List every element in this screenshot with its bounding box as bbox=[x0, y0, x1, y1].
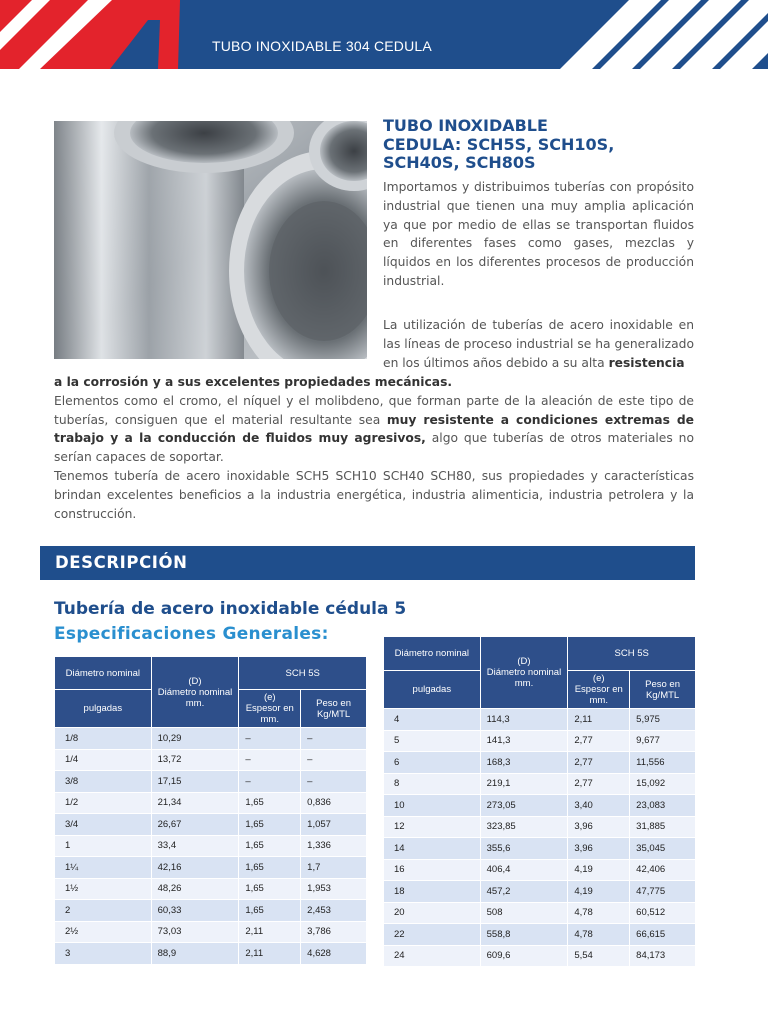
table-row bbox=[384, 752, 696, 774]
table-cell: – bbox=[301, 771, 367, 793]
table-cell: 31,885 bbox=[630, 816, 696, 838]
table-cell: 1/2 bbox=[55, 792, 152, 814]
table-cell: 2½ bbox=[55, 921, 152, 943]
table-title: Tubería de acero inoxidable cédula 5 bbox=[54, 599, 407, 619]
table-cell: – bbox=[239, 749, 301, 771]
table-row bbox=[384, 859, 696, 881]
table-cell: 1¼ bbox=[55, 857, 152, 879]
table-cell: 2,77 bbox=[568, 730, 630, 752]
table-cell: 66,615 bbox=[630, 924, 696, 946]
header-peso: Peso en Kg/MTL bbox=[301, 690, 367, 728]
table-cell: – bbox=[239, 728, 301, 750]
brand-stripes-graphic bbox=[0, 0, 768, 69]
table-cell: 457,2 bbox=[480, 881, 568, 903]
table-cell: 1,057 bbox=[301, 814, 367, 836]
header-diametro-text: Diámetro nominal mm. bbox=[486, 667, 562, 689]
table-cell: 558,8 bbox=[480, 924, 568, 946]
table-cell: 3,40 bbox=[568, 795, 630, 817]
table-cell: 3/8 bbox=[55, 771, 152, 793]
table-row bbox=[55, 771, 367, 793]
table-cell: 2,77 bbox=[568, 773, 630, 795]
table-cell: – bbox=[301, 749, 367, 771]
table-cell: 4 bbox=[384, 709, 481, 731]
table-cell: 3 bbox=[55, 943, 152, 965]
table-cell: 4,78 bbox=[568, 902, 630, 924]
table-cell: 2,77 bbox=[568, 752, 630, 774]
table-cell: 60,512 bbox=[630, 902, 696, 924]
table-cell: 3,786 bbox=[301, 921, 367, 943]
header-d: (D) bbox=[188, 675, 202, 687]
header-sch: SCH 5S bbox=[568, 637, 696, 671]
paragraph-elements-end: algo que tuberías de otros materiales no serían capaces de soportar. bbox=[54, 431, 694, 465]
table-cell: 3/4 bbox=[55, 814, 152, 836]
table-cell: 73,03 bbox=[151, 921, 239, 943]
table-cell: 48,26 bbox=[151, 878, 239, 900]
table-row bbox=[55, 792, 367, 814]
table-row bbox=[384, 924, 696, 946]
table-cell: 35,045 bbox=[630, 838, 696, 860]
paragraph-elements-text: Elementos como el cromo, el níquel y el molibdeno, que forman parte de la aleación de este tipo de tuberías, consiguen que el material resultante sea bbox=[54, 393, 694, 427]
table-row bbox=[384, 902, 696, 924]
table-row bbox=[384, 773, 696, 795]
table-row bbox=[384, 795, 696, 817]
paragraph-corrosion-bold: resistencia bbox=[608, 355, 685, 370]
table-cell: 1,953 bbox=[301, 878, 367, 900]
table-cell: 323,85 bbox=[480, 816, 568, 838]
header-d: (D) bbox=[517, 656, 531, 667]
table-row bbox=[55, 943, 367, 965]
table-cell: 1,65 bbox=[239, 835, 301, 857]
table-cell: 168,3 bbox=[480, 752, 568, 774]
table-cell: 15,092 bbox=[630, 773, 696, 795]
product-title-line3: SCH40S, SCH80S bbox=[383, 153, 536, 172]
header-title: TUBO INOXIDABLE 304 CEDULA bbox=[212, 38, 432, 54]
header-e: (e) bbox=[592, 673, 605, 684]
table-cell: 114,3 bbox=[480, 709, 568, 731]
table-cell: 3,96 bbox=[568, 838, 630, 860]
section-title: DESCRIPCIÓN bbox=[55, 553, 188, 572]
table-cell: 609,6 bbox=[480, 945, 568, 967]
table-cell: 1,65 bbox=[239, 792, 301, 814]
table-cell: 10,29 bbox=[151, 728, 239, 750]
table-subtitle: Especificaciones Generales: bbox=[54, 624, 329, 644]
spec-table-left bbox=[54, 656, 367, 965]
paragraph-body bbox=[54, 373, 694, 523]
table-cell: 5,975 bbox=[630, 709, 696, 731]
table-row bbox=[55, 835, 367, 857]
header-espesor bbox=[568, 671, 630, 709]
table-cell: 42,16 bbox=[151, 857, 239, 879]
table-cell: 12 bbox=[384, 816, 481, 838]
paragraph-elements-bold: muy resistente a condiciones extremas de trabajo y a la conducción de fluidos muy agresivos, bbox=[54, 412, 694, 446]
table-cell: 2 bbox=[55, 900, 152, 922]
table-cell: 8 bbox=[384, 773, 481, 795]
header-diametro-mm bbox=[480, 637, 568, 709]
table-cell: 26,67 bbox=[151, 814, 239, 836]
section-header-bar bbox=[40, 546, 695, 580]
table-cell: 33,4 bbox=[151, 835, 239, 857]
table-cell: 1/8 bbox=[55, 728, 152, 750]
table-row bbox=[384, 945, 696, 967]
table-cell: – bbox=[239, 771, 301, 793]
table-cell: 1½ bbox=[55, 878, 152, 900]
paragraph-schedules: Tenemos tubería de acero inoxidable SCH5 SCH10 SCH40 SCH80, sus propiedades y características brindan excelentes beneficios a la industria energética, industria alimenticia, industria petrolera y la construcción. bbox=[54, 468, 694, 521]
table-cell: 4,19 bbox=[568, 881, 630, 903]
product-title bbox=[383, 117, 673, 173]
table-cell: 1,336 bbox=[301, 835, 367, 857]
header-diametro-text: Diámetro nominal mm. bbox=[157, 686, 233, 709]
header-diametro-mm bbox=[151, 657, 239, 728]
table-row bbox=[384, 730, 696, 752]
table-cell: 4,628 bbox=[301, 943, 367, 965]
paragraph-corrosion-text: La utilización de tuberías de acero inoxidable en las líneas de proceso industrial se ha generalizado en los últimos años debido a su alta bbox=[383, 318, 694, 370]
table-cell: 18 bbox=[384, 881, 481, 903]
table-cell: 1/4 bbox=[55, 749, 152, 771]
table-cell: 355,6 bbox=[480, 838, 568, 860]
paragraph-corrosion-intro bbox=[383, 316, 694, 372]
table-cell: 23,083 bbox=[630, 795, 696, 817]
product-title-line1: TUBO INOXIDABLE bbox=[383, 116, 548, 135]
header-espesor-text: Espesor en mm. bbox=[574, 684, 623, 706]
table-cell: 9,677 bbox=[630, 730, 696, 752]
table-cell: 219,1 bbox=[480, 773, 568, 795]
table-cell: 47,775 bbox=[630, 881, 696, 903]
table-cell: 141,3 bbox=[480, 730, 568, 752]
header-espesor bbox=[239, 690, 301, 728]
header-pulgadas: pulgadas bbox=[384, 671, 481, 709]
table-cell: 2,11 bbox=[239, 921, 301, 943]
table-cell: 10 bbox=[384, 795, 481, 817]
table-row bbox=[384, 881, 696, 903]
table-cell: – bbox=[301, 728, 367, 750]
table-cell: 21,34 bbox=[151, 792, 239, 814]
table-row bbox=[55, 878, 367, 900]
paragraph-corrosion-bold-continued: a la corrosión y a sus excelentes propiedades mecánicas. bbox=[54, 375, 453, 389]
table-row bbox=[55, 728, 367, 750]
table-row bbox=[55, 749, 367, 771]
table-row bbox=[384, 816, 696, 838]
table-row bbox=[384, 709, 696, 731]
table-cell: 1,7 bbox=[301, 857, 367, 879]
table-cell: 1,65 bbox=[239, 814, 301, 836]
table-cell: 13,72 bbox=[151, 749, 239, 771]
page-header bbox=[0, 0, 768, 69]
header-sch: SCH 5S bbox=[239, 657, 367, 690]
table-cell: 14 bbox=[384, 838, 481, 860]
table-cell: 1,65 bbox=[239, 900, 301, 922]
table-cell: 11,556 bbox=[630, 752, 696, 774]
header-diametro-nominal: Diámetro nominal bbox=[55, 657, 152, 690]
table-cell: 508 bbox=[480, 902, 568, 924]
table-cell: 5,54 bbox=[568, 945, 630, 967]
table-cell: 20 bbox=[384, 902, 481, 924]
spec-table-right bbox=[383, 636, 696, 967]
stainless-pipes-photo bbox=[54, 121, 367, 359]
table-cell: 0,836 bbox=[301, 792, 367, 814]
table-cell: 6 bbox=[384, 752, 481, 774]
table-cell: 42,406 bbox=[630, 859, 696, 881]
header-e: (e) bbox=[263, 692, 276, 703]
table-cell: 4,78 bbox=[568, 924, 630, 946]
table-cell: 1,65 bbox=[239, 878, 301, 900]
table-cell: 4,19 bbox=[568, 859, 630, 881]
table-cell: 406,4 bbox=[480, 859, 568, 881]
header-pulgadas: pulgadas bbox=[55, 690, 152, 728]
table-cell: 17,15 bbox=[151, 771, 239, 793]
table-row bbox=[55, 814, 367, 836]
table-cell: 22 bbox=[384, 924, 481, 946]
table-cell: 84,173 bbox=[630, 945, 696, 967]
table-cell: 1 bbox=[55, 835, 152, 857]
product-title-line2: CEDULA: SCH5S, SCH10S, bbox=[383, 134, 615, 154]
header-espesor-text: Espesor en mm. bbox=[245, 703, 294, 725]
table-row bbox=[384, 838, 696, 860]
table-cell: 2,453 bbox=[301, 900, 367, 922]
table-cell: 24 bbox=[384, 945, 481, 967]
header-peso: Peso en Kg/MTL bbox=[630, 671, 696, 709]
intro-paragraph: Importamos y distribuimos tuberías con propósito industrial que tienen una muy amplia aplicación ya que por medio de ellas se transportan fluidos en diferentes fases como gases, mezclas y líquidos en los diferentes procesos de producción industrial. bbox=[383, 180, 694, 288]
table-cell: 88,9 bbox=[151, 943, 239, 965]
table-cell: 16 bbox=[384, 859, 481, 881]
table-cell: 60,33 bbox=[151, 900, 239, 922]
table-row bbox=[55, 921, 367, 943]
table-cell: 3,96 bbox=[568, 816, 630, 838]
table-cell: 1,65 bbox=[239, 857, 301, 879]
table-cell: 2,11 bbox=[239, 943, 301, 965]
paragraph-elements bbox=[54, 392, 694, 467]
table-cell: 2,11 bbox=[568, 709, 630, 731]
table-row bbox=[55, 857, 367, 879]
header-diametro-nominal: Diámetro nominal bbox=[384, 637, 481, 671]
table-cell: 273,05 bbox=[480, 795, 568, 817]
table-cell: 5 bbox=[384, 730, 481, 752]
table-row bbox=[55, 900, 367, 922]
